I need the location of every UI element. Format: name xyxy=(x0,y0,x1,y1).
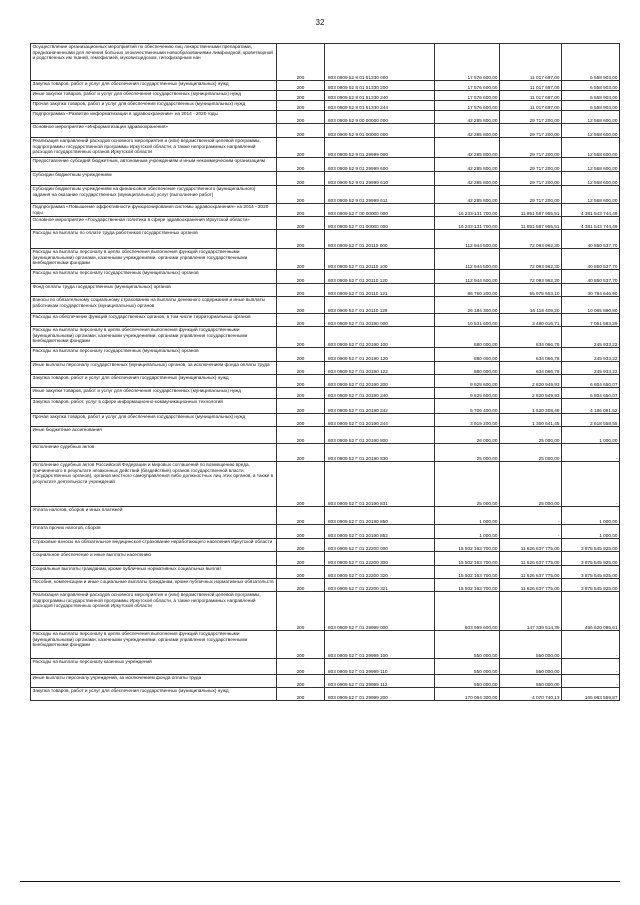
row-name-cell: Закупка товаров, работ и услуг для обеспечения государственных (муниципальных) нужд xyxy=(31,81,277,91)
row-approved-amount-cell: 16 233 131 700,00 xyxy=(435,217,500,230)
row-executed-amount-cell: 11 626 637 775,00 xyxy=(500,539,562,552)
table-row xyxy=(31,462,620,507)
row-approved-amount-cell: 15 502 163 700,00 xyxy=(435,539,500,552)
row-admin-code-cell: 200 xyxy=(277,111,325,124)
row-name-cell: Иные закупки товаров, работ и услуг для обеспечения государственных (муниципальных) нужд xyxy=(31,388,277,399)
row-approved-amount-cell: 880 000,00 xyxy=(435,348,500,362)
row-classification-code-cell: 803 0909 52 Г 01 22200 321 xyxy=(325,579,435,592)
row-classification-code-cell: 803 0909 52 Г 01 20190 122 xyxy=(325,362,435,375)
table-row xyxy=(31,249,620,270)
row-name-cell: Осуществление организационных мероприятий по обеспечению лиц лекарственными препаратами, предназначенными для лечения больных злокачественными новообразованиями лимфоидной, кроветворной и родственных им тканей, гемофилией, муковисцидозом, гипофизарным нан xyxy=(31,44,277,81)
row-classification-code-cell: 803 0909 52 Г 01 29999 112 xyxy=(325,675,435,688)
row-name-cell: Расходы на выплаты по оплате труда работников государственных органов xyxy=(31,230,277,249)
row-name-cell: Прочая закупка товаров, работ и услуг для обеспечения государственных (муниципальных) нужд xyxy=(31,414,277,427)
row-unexecuted-amount-cell: 12 568 600,00 xyxy=(562,138,620,158)
row-name-cell: Фонд оплаты труда государственных (муниципальных) органов xyxy=(31,284,277,297)
table-body xyxy=(31,44,620,701)
row-admin-code-cell: 200 xyxy=(277,91,325,101)
row-name-cell: Прочая закупка товаров, работ и услуг для обеспечения государственных (муниципальных) нужд xyxy=(31,101,277,111)
row-executed-amount-cell: 11 017 697,00 xyxy=(500,44,562,81)
row-unexecuted-amount-cell: 10 065 890,80 xyxy=(562,297,620,314)
row-executed-amount-cell: 11 017 697,00 xyxy=(500,91,562,101)
row-name-cell: Расходы на выплаты персоналу в целях обеспечения выполнения функций государственными (муниципальными) органами, казенными учреждениями, органами управления государственными внебюджетными фондами xyxy=(31,249,277,270)
table-row xyxy=(31,592,620,631)
row-executed-amount-cell: 3 480 016,71 xyxy=(500,314,562,327)
row-approved-amount-cell: 17 576 600,00 xyxy=(435,101,500,111)
row-executed-amount-cell: 11 626 637 775,00 xyxy=(500,579,562,592)
row-classification-code-cell: 803 0909 52 9 01 29999 611 xyxy=(325,186,435,204)
row-classification-code-cell: 803 0909 52 Г 01 20190 850 xyxy=(325,507,435,525)
row-approved-amount-cell: 42 285 800,00 xyxy=(435,138,500,158)
row-admin-code-cell: 200 xyxy=(277,375,325,388)
row-name-cell: Расходы на выплаты персоналу в целях обеспечения выполнения функций государственными (муниципальными) органами, казенными учреждениями, органами управления государственными внебюджетными фондами xyxy=(31,327,277,348)
row-classification-code-cell: 803 0909 52 Г 01 00000 000 xyxy=(325,217,435,230)
row-unexecuted-amount-cell: - xyxy=(562,462,620,507)
row-classification-code-cell: 803 0909 52 Г 01 29999 110 xyxy=(325,659,435,675)
row-admin-code-cell: 200 xyxy=(277,230,325,249)
row-admin-code-cell: 200 xyxy=(277,270,325,284)
row-executed-amount-cell: 29 717 200,00 xyxy=(500,158,562,172)
row-approved-amount-cell: 9 625 600,00 xyxy=(435,388,500,399)
row-classification-code-cell: 803 0909 52 8 01 51330 200 xyxy=(325,81,435,91)
table-row xyxy=(31,327,620,348)
row-classification-code-cell: 803 0909 52 9 01 00000 000 xyxy=(325,124,435,138)
row-approved-amount-cell: 1 000,00 xyxy=(435,525,500,539)
row-approved-amount-cell: 112 944 500,00 xyxy=(435,230,500,249)
row-approved-amount-cell: 17 576 600,00 xyxy=(435,91,500,101)
row-name-cell: Расходы на выплаты персоналу государственных (муниципальных) органов xyxy=(31,270,277,284)
row-unexecuted-amount-cell: 6 804 650,07 xyxy=(562,375,620,388)
row-unexecuted-amount-cell: 6 558 903,00 xyxy=(562,44,620,81)
row-unexecuted-amount-cell: 6 558 903,00 xyxy=(562,101,620,111)
row-name-cell: Уплата прочих налогов, сборов xyxy=(31,525,277,539)
row-executed-amount-cell: 147 339 514,39 xyxy=(500,592,562,631)
row-classification-code-cell: 803 0909 52 Г 01 20190 240 xyxy=(325,388,435,399)
row-executed-amount-cell: 25 000,00 xyxy=(500,444,562,462)
row-unexecuted-amount-cell: 456 620 085,61 xyxy=(562,592,620,631)
row-approved-amount-cell: 170 054 300,00 xyxy=(435,688,500,701)
table-row xyxy=(31,362,620,375)
row-name-cell: Социальные выплаты гражданам, кроме публичных нормативных социальных выплат xyxy=(31,566,277,579)
row-classification-code-cell: 803 0909 52 Г 01 20110 129 xyxy=(325,297,435,314)
row-executed-amount-cell: 29 717 200,00 xyxy=(500,111,562,124)
row-executed-amount-cell: 634 066,78 xyxy=(500,348,562,362)
row-admin-code-cell: 200 xyxy=(277,631,325,659)
row-classification-code-cell: 803 0909 52 Г 01 20190 100 xyxy=(325,327,435,348)
row-classification-code-cell: 803 0909 52 8 01 51330 244 xyxy=(325,101,435,111)
row-executed-amount-cell: 25 000,00 xyxy=(500,462,562,507)
row-name-cell: Пособия, компенсации и иные социальные выплаты гражданам, кроме публичных нормативных обязательств xyxy=(31,579,277,592)
row-admin-code-cell: 200 xyxy=(277,362,325,375)
table-row xyxy=(31,44,620,81)
row-unexecuted-amount-cell: 12 568 600,00 xyxy=(562,186,620,204)
row-unexecuted-amount-cell: 6 558 903,00 xyxy=(562,81,620,91)
row-classification-code-cell: 803 0909 52 Г 01 20190 242 xyxy=(325,399,435,414)
table-row xyxy=(31,186,620,204)
row-classification-code-cell: 803 0909 52 9 00 00000 000 xyxy=(325,111,435,124)
budget-execution-table-container xyxy=(30,43,619,701)
table-row xyxy=(31,348,620,362)
row-name-cell: Субсидии бюджетным учреждениям на финансовое обеспечение государственного (муниципального) задания на оказание государственных (муниципальных) услуг (выполнение работ) xyxy=(31,186,277,204)
row-unexecuted-amount-cell: - xyxy=(562,659,620,675)
row-classification-code-cell: 803 0909 52 Г 01 20110 100 xyxy=(325,249,435,270)
row-name-cell: Основное мероприятие «Информатизация здравоохранения» xyxy=(31,124,277,138)
row-name-cell: Социальное обеспечение и иные выплаты населению xyxy=(31,552,277,566)
row-unexecuted-amount-cell: 6 804 650,07 xyxy=(562,388,620,399)
row-approved-amount-cell: 26 000,00 xyxy=(435,427,500,444)
row-executed-amount-cell: 55 975 553,10 xyxy=(500,284,562,297)
table-row xyxy=(31,217,620,230)
row-approved-amount-cell: 86 760 200,00 xyxy=(435,284,500,297)
row-admin-code-cell: 200 xyxy=(277,539,325,552)
table-row xyxy=(31,525,620,539)
row-approved-amount-cell: 550 000,00 xyxy=(435,659,500,675)
row-admin-code-cell: 200 xyxy=(277,314,325,327)
row-unexecuted-amount-cell: 6 558 903,00 xyxy=(562,91,620,101)
row-name-cell: Иные выплаты персоналу государственных (муниципальных) органов, за исключением фонда оплаты труда xyxy=(31,362,277,375)
row-approved-amount-cell: 42 285 800,00 xyxy=(435,158,500,172)
table-row xyxy=(31,375,620,388)
row-name-cell: Закупка товаров, работ, услуг в сфере информационно-коммуникационных технологий xyxy=(31,399,277,414)
row-unexecuted-amount-cell: 30 784 646,90 xyxy=(562,284,620,297)
row-unexecuted-amount-cell: 12 568 600,00 xyxy=(562,124,620,138)
row-unexecuted-amount-cell: - xyxy=(562,675,620,688)
row-approved-amount-cell: 10 531 600,00 xyxy=(435,314,500,327)
table-row xyxy=(31,388,620,399)
table-row xyxy=(31,124,620,138)
row-approved-amount-cell: 112 944 500,00 xyxy=(435,249,500,270)
row-admin-code-cell: 200 xyxy=(277,444,325,462)
row-unexecuted-amount-cell: 12 568 600,00 xyxy=(562,158,620,172)
row-unexecuted-amount-cell: 4 381 543 744,49 xyxy=(562,217,620,230)
row-classification-code-cell: 803 0909 52 Г 01 22200 300 xyxy=(325,552,435,566)
table-row xyxy=(31,414,620,427)
row-name-cell: Иные выплаты персоналу учреждений, за исключением фонда оплаты труда xyxy=(31,675,277,688)
table-row xyxy=(31,158,620,172)
row-name-cell: Реализация направлений расходов основного мероприятия и (или) ведомственной целевой программы, подпрограммы государственной программы Иркутской области, а также непрограммных направлений расходов государственных органов Иркутской области xyxy=(31,138,277,158)
row-name-cell: Страховые взносы на обязательное медицинское страхование неработающего населения Иркутской области xyxy=(31,539,277,552)
row-classification-code-cell: 803 0909 52 8 01 51330 000 xyxy=(325,44,435,81)
row-approved-amount-cell: 550 000,00 xyxy=(435,675,500,688)
row-unexecuted-amount-cell: 40 850 537,70 xyxy=(562,230,620,249)
row-classification-code-cell: 803 0909 52 Г 01 20190 244 xyxy=(325,414,435,427)
table-row xyxy=(31,111,620,124)
row-admin-code-cell: 200 xyxy=(277,172,325,186)
row-classification-code-cell: 803 0909 52 Г 01 20190 852 xyxy=(325,525,435,539)
row-unexecuted-amount-cell: 12 568 600,00 xyxy=(562,172,620,186)
row-executed-amount-cell: 11 626 637 775,00 xyxy=(500,552,562,566)
row-approved-amount-cell: 3 919 200,00 xyxy=(435,414,500,427)
row-classification-code-cell: 803 0909 52 9 01 29999 610 xyxy=(325,172,435,186)
row-approved-amount-cell: 42 285 800,00 xyxy=(435,186,500,204)
row-approved-amount-cell: 25 000,00 xyxy=(435,444,500,462)
row-executed-amount-cell: 29 717 200,00 xyxy=(500,172,562,186)
row-name-cell: Подпрограмма «Повышение эффективности функционирования системы здравоохранения» на 2014 - 2020 годы xyxy=(31,204,277,217)
table-row xyxy=(31,444,620,462)
row-admin-code-cell: 200 xyxy=(277,462,325,507)
row-unexecuted-amount-cell: 245 933,22 xyxy=(562,327,620,348)
row-executed-amount-cell: 550 000,00 xyxy=(500,631,562,659)
table-row xyxy=(31,81,620,91)
table-row xyxy=(31,101,620,111)
table-row xyxy=(31,659,620,675)
row-name-cell: Расходы на обеспечение функций государственных органов, в том числе территориальных органов xyxy=(31,314,277,327)
row-unexecuted-amount-cell: 2 618 558,55 xyxy=(562,414,620,427)
row-executed-amount-cell: 11 851 587 955,51 xyxy=(500,217,562,230)
row-executed-amount-cell: 2 820 949,93 xyxy=(500,388,562,399)
row-unexecuted-amount-cell: 4 381 543 744,49 xyxy=(562,204,620,217)
row-executed-amount-cell: 72 093 962,30 xyxy=(500,270,562,284)
table-row xyxy=(31,204,620,217)
row-name-cell: Взносы по обязательному социальному страхованию на выплаты денежного содержания и иные выплаты работникам государственных (муниципальных) органов xyxy=(31,297,277,314)
row-admin-code-cell: 200 xyxy=(277,101,325,111)
row-classification-code-cell: 803 0909 52 Г 01 20110 121 xyxy=(325,284,435,297)
row-approved-amount-cell: 9 625 600,00 xyxy=(435,375,500,388)
row-classification-code-cell: 803 0909 52 9 01 29999 000 xyxy=(325,138,435,158)
row-admin-code-cell: 200 xyxy=(277,592,325,631)
row-name-cell: Подпрограмма «Развитие информатизации в здравоохранении» на 2014 - 2020 годы xyxy=(31,111,277,124)
row-classification-code-cell: 803 0909 52 Г 01 20190 831 xyxy=(325,462,435,507)
table-row xyxy=(31,297,620,314)
row-admin-code-cell: 200 xyxy=(277,138,325,158)
row-admin-code-cell: 200 xyxy=(277,675,325,688)
row-executed-amount-cell: 72 093 962,30 xyxy=(500,230,562,249)
row-admin-code-cell: 200 xyxy=(277,579,325,592)
row-unexecuted-amount-cell: 3 875 545 925,00 xyxy=(562,566,620,579)
row-executed-amount-cell: 11 017 697,00 xyxy=(500,101,562,111)
row-admin-code-cell: 200 xyxy=(277,525,325,539)
row-unexecuted-amount-cell: 245 933,22 xyxy=(562,348,620,362)
row-unexecuted-amount-cell: 1 000,00 xyxy=(562,427,620,444)
row-name-cell: Основное мероприятие «Государственная политика в сфере здравоохранения Иркутской области» xyxy=(31,217,277,230)
row-approved-amount-cell: 26 184 300,00 xyxy=(435,297,500,314)
row-admin-code-cell: 200 xyxy=(277,124,325,138)
table-row xyxy=(31,552,620,566)
row-admin-code-cell: 200 xyxy=(277,566,325,579)
row-name-cell: Уплата налогов, сборов и иных платежей xyxy=(31,507,277,525)
row-unexecuted-amount-cell: 1 000,00 xyxy=(562,525,620,539)
table-row xyxy=(31,314,620,327)
row-admin-code-cell: 200 xyxy=(277,249,325,270)
table-row xyxy=(31,270,620,284)
row-name-cell: Закупка товаров, работ и услуг для обеспечения государственных (муниципальных) нужд xyxy=(31,688,277,701)
row-name-cell: Расходы на выплаты персоналу государственных (муниципальных) органов xyxy=(31,348,277,362)
row-classification-code-cell: 803 0909 52 Г 01 22200 000 xyxy=(325,539,435,552)
table-row xyxy=(31,579,620,592)
table-row xyxy=(31,631,620,659)
row-classification-code-cell: 803 0909 52 9 01 29999 600 xyxy=(325,158,435,172)
table-row xyxy=(31,507,620,525)
row-executed-amount-cell: 2 820 949,93 xyxy=(500,375,562,388)
row-classification-code-cell: 803 0909 52 Г 01 20190 120 xyxy=(325,348,435,362)
row-approved-amount-cell: 25 000,00 xyxy=(435,462,500,507)
row-unexecuted-amount-cell: - xyxy=(562,631,620,659)
row-approved-amount-cell: 5 706 400,00 xyxy=(435,399,500,414)
row-admin-code-cell: 200 xyxy=(277,507,325,525)
row-classification-code-cell: 803 0909 52 Г 00 00000 000 xyxy=(325,204,435,217)
row-executed-amount-cell: 550 000,00 xyxy=(500,675,562,688)
row-classification-code-cell: 803 0909 52 Г 01 20190 830 xyxy=(325,444,435,462)
row-name-cell: Расходы на выплаты персоналу в целях обеспечения выполнения функций государственными (муниципальными) органами, казенными учреждениями, органами управления государственными внебюджетными фондами xyxy=(31,631,277,659)
row-unexecuted-amount-cell: 165 983 559,87 xyxy=(562,688,620,701)
row-admin-code-cell: 200 xyxy=(277,427,325,444)
row-classification-code-cell: 803 0909 52 Г 01 29999 000 xyxy=(325,592,435,631)
row-executed-amount-cell: 11 626 637 775,00 xyxy=(500,566,562,579)
row-approved-amount-cell: 42 285 800,00 xyxy=(435,172,500,186)
row-approved-amount-cell: 42 285 800,00 xyxy=(435,111,500,124)
row-admin-code-cell: 200 xyxy=(277,399,325,414)
row-executed-amount-cell: 1 520 308,48 xyxy=(500,399,562,414)
row-executed-amount-cell: 29 717 200,00 xyxy=(500,138,562,158)
row-unexecuted-amount-cell: 40 850 537,70 xyxy=(562,249,620,270)
row-admin-code-cell: 200 xyxy=(277,552,325,566)
table-row xyxy=(31,91,620,101)
row-approved-amount-cell: 17 576 600,00 xyxy=(435,81,500,91)
row-admin-code-cell: 200 xyxy=(277,327,325,348)
row-executed-amount-cell: - xyxy=(500,525,562,539)
table-row xyxy=(31,539,620,552)
row-executed-amount-cell: 11 851 587 955,51 xyxy=(500,204,562,217)
row-name-cell: Реализация направлений расходов основного мероприятия и (или) ведомственной целевой программы, подпрограммы государственной программы Иркутской области, а также непрограммных направлений расходов государственных органов Иркутской области xyxy=(31,592,277,631)
row-admin-code-cell: 200 xyxy=(277,659,325,675)
row-admin-code-cell: 200 xyxy=(277,158,325,172)
row-name-cell: Исполнение судебных актов xyxy=(31,444,277,462)
row-executed-amount-cell: 72 093 962,30 xyxy=(500,249,562,270)
row-name-cell: Иные бюджетные ассигнования xyxy=(31,427,277,444)
row-executed-amount-cell: 634 066,78 xyxy=(500,362,562,375)
row-admin-code-cell: 200 xyxy=(277,688,325,701)
table-row xyxy=(31,675,620,688)
row-approved-amount-cell: 550 000,00 xyxy=(435,631,500,659)
row-classification-code-cell: 803 0909 52 Г 01 20190 200 xyxy=(325,375,435,388)
row-name-cell: Расходы на выплаты персоналу казенных учреждений xyxy=(31,659,277,675)
budget-execution-table xyxy=(30,43,620,701)
row-admin-code-cell: 200 xyxy=(277,388,325,399)
row-approved-amount-cell: 112 944 500,00 xyxy=(435,270,500,284)
row-executed-amount-cell: 11 017 697,00 xyxy=(500,81,562,91)
row-approved-amount-cell: 603 959 600,00 xyxy=(435,592,500,631)
row-approved-amount-cell: 42 285 800,00 xyxy=(435,124,500,138)
table-row xyxy=(31,284,620,297)
table-row xyxy=(31,566,620,579)
row-name-cell: Субсидии бюджетным учреждениям xyxy=(31,172,277,186)
table-row xyxy=(31,172,620,186)
table-row xyxy=(31,138,620,158)
row-admin-code-cell: 200 xyxy=(277,284,325,297)
row-executed-amount-cell: 29 717 200,00 xyxy=(500,186,562,204)
row-classification-code-cell: 803 0909 52 Г 01 20110 120 xyxy=(325,270,435,284)
row-executed-amount-cell: 29 717 200,00 xyxy=(500,124,562,138)
row-admin-code-cell: 200 xyxy=(277,186,325,204)
row-admin-code-cell: 200 xyxy=(277,44,325,81)
row-admin-code-cell: 200 xyxy=(277,217,325,230)
row-classification-code-cell: 803 0909 52 Г 01 29999 200 xyxy=(325,688,435,701)
row-executed-amount-cell: - xyxy=(500,507,562,525)
row-unexecuted-amount-cell: 4 186 091,52 xyxy=(562,399,620,414)
row-approved-amount-cell: 15 502 163 700,00 xyxy=(435,566,500,579)
row-name-cell: Исполнение судебных актов Российской Федерации и мировых соглашений по возмещению вреда, причиненного в результате незаконных действий (бездействия) органов государственной власти (государственных органов), органов местного самоуправления либо должностных лиц этих органов, а также в результате деятельности учреждений xyxy=(31,462,277,507)
row-unexecuted-amount-cell: 1 000,00 xyxy=(562,507,620,525)
row-executed-amount-cell: 634 066,78 xyxy=(500,327,562,348)
row-unexecuted-amount-cell: 3 875 545 925,00 xyxy=(562,539,620,552)
table-row xyxy=(31,399,620,414)
row-unexecuted-amount-cell: 12 568 600,00 xyxy=(562,111,620,124)
row-classification-code-cell: 803 0909 52 Г 01 20110 000 xyxy=(325,230,435,249)
table-row xyxy=(31,230,620,249)
row-unexecuted-amount-cell: 3 875 545 925,00 xyxy=(562,579,620,592)
row-approved-amount-cell: 880 000,00 xyxy=(435,327,500,348)
row-executed-amount-cell: 16 118 409,20 xyxy=(500,297,562,314)
page-number: 32 xyxy=(315,18,325,27)
row-name-cell: Закупка товаров, работ и услуг для обеспечения государственных (муниципальных) нужд xyxy=(31,375,277,388)
table-row xyxy=(31,427,620,444)
row-classification-code-cell: 803 0909 52 Г 01 29999 100 xyxy=(325,631,435,659)
row-unexecuted-amount-cell: 245 933,22 xyxy=(562,362,620,375)
row-classification-code-cell: 803 0909 52 Г 01 20190 000 xyxy=(325,314,435,327)
row-admin-code-cell: 200 xyxy=(277,414,325,427)
row-admin-code-cell: 200 xyxy=(277,81,325,91)
row-executed-amount-cell: 25 000,00 xyxy=(500,427,562,444)
row-classification-code-cell: 803 0909 52 Г 01 20190 800 xyxy=(325,427,435,444)
row-classification-code-cell: 803 0909 52 8 01 51330 240 xyxy=(325,91,435,101)
row-admin-code-cell: 200 xyxy=(277,297,325,314)
row-admin-code-cell: 200 xyxy=(277,348,325,362)
table-row xyxy=(31,688,620,701)
row-unexecuted-amount-cell: 40 850 537,70 xyxy=(562,270,620,284)
row-approved-amount-cell: 880 000,00 xyxy=(435,362,500,375)
row-executed-amount-cell: 550 000,00 xyxy=(500,659,562,675)
row-name-cell: Иные закупки товаров, работ и услуг для обеспечения государственных (муниципальных) нужд xyxy=(31,91,277,101)
row-name-cell: Предоставление субсидий бюджетным, автономным учреждениям и иным некоммерческим организациям xyxy=(31,158,277,172)
row-classification-code-cell: 803 0909 52 Г 01 22200 320 xyxy=(325,566,435,579)
row-unexecuted-amount-cell: 7 051 583,29 xyxy=(562,314,620,327)
page-bottom-rule xyxy=(20,881,620,882)
row-approved-amount-cell: 1 000,00 xyxy=(435,507,500,525)
row-approved-amount-cell: 15 502 163 700,00 xyxy=(435,579,500,592)
row-approved-amount-cell: 15 502 163 700,00 xyxy=(435,552,500,566)
row-unexecuted-amount-cell: - xyxy=(562,444,620,462)
row-unexecuted-amount-cell: 3 875 545 925,00 xyxy=(562,552,620,566)
row-executed-amount-cell: 4 070 740,13 xyxy=(500,688,562,701)
row-executed-amount-cell: 1 300 641,45 xyxy=(500,414,562,427)
row-admin-code-cell: 200 xyxy=(277,204,325,217)
row-approved-amount-cell: 16 233 131 700,00 xyxy=(435,204,500,217)
row-approved-amount-cell: 17 576 600,00 xyxy=(435,44,500,81)
